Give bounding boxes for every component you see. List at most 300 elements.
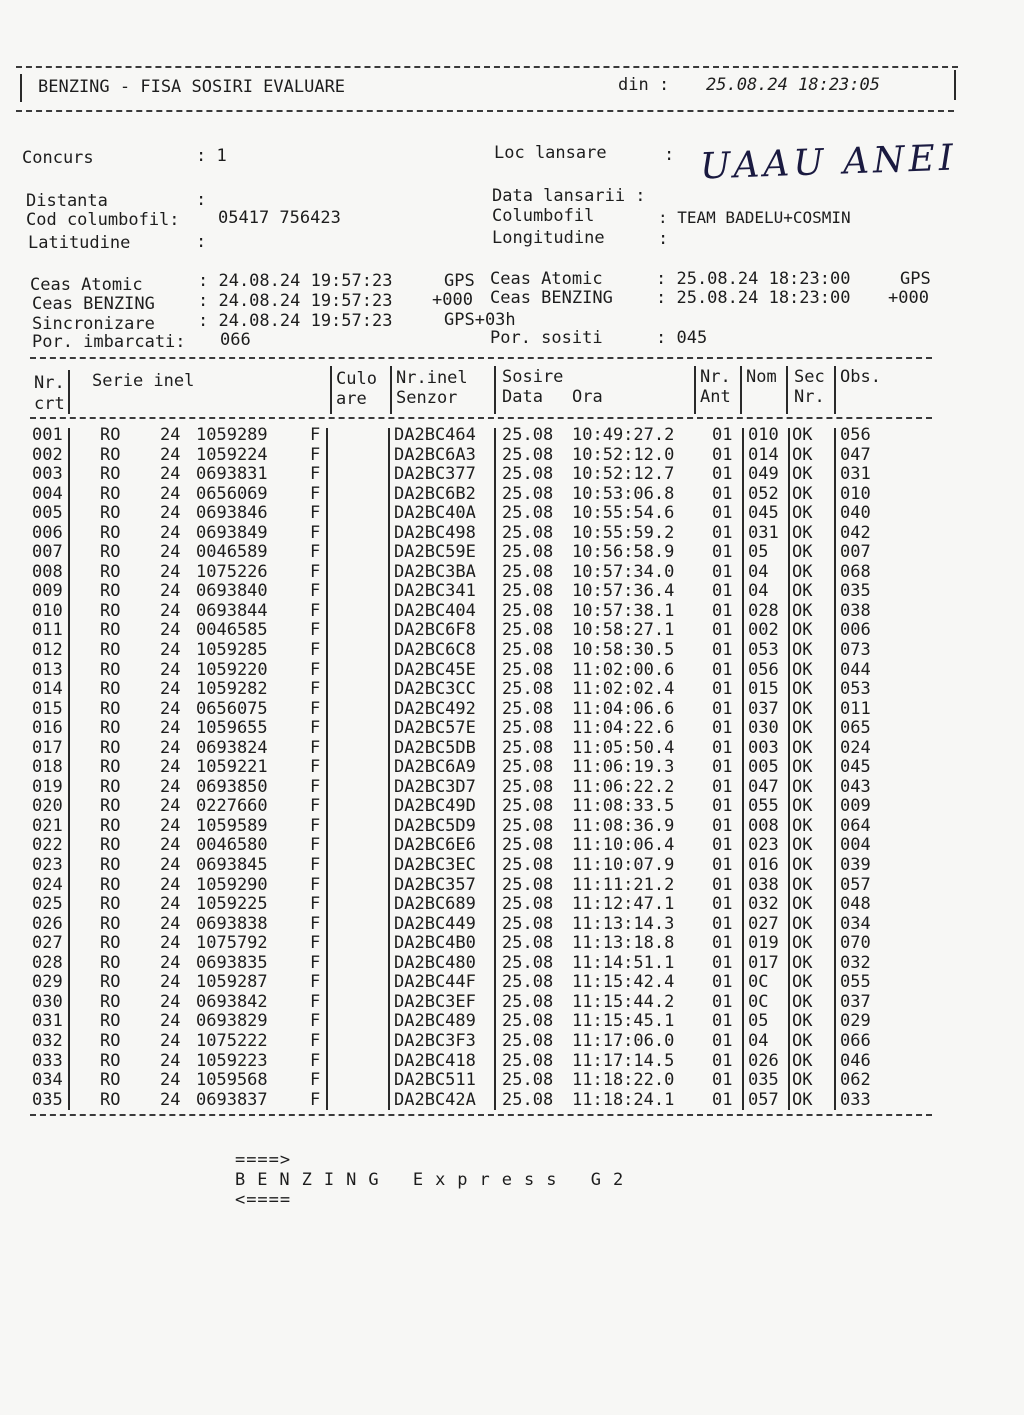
row-nom: 038 [748,874,779,895]
row-ring: 1059290 [196,874,268,895]
din-label: din : [618,75,670,95]
row-nom: 023 [748,835,779,856]
table-row [0,836,1024,856]
row-nr: 001 [32,425,63,445]
row-ant: 01 [712,933,733,954]
row-country: RO [100,1050,121,1071]
table-row [0,446,1024,466]
row-sex: F [310,952,321,973]
ceas-atomic-left-value: : 24.08.24 19:57:23 [198,271,393,291]
row-year: 24 [160,444,181,465]
row-time: 10:57:36.4 [572,581,675,602]
loc-colon: : [664,145,675,165]
row-sec: OK [792,894,813,915]
row-time: 11:13:18.8 [572,933,675,954]
row-ring: 1059589 [196,815,268,836]
row-sex: F [310,1089,321,1110]
row-year: 24 [160,1070,181,1091]
ceas-atomic-left-label: Ceas Atomic [30,275,143,295]
row-year: 24 [160,581,181,602]
row-date: 25.08 [502,679,554,700]
row-sex: F [310,581,321,602]
table-row [0,563,1024,583]
row-country: RO [100,952,121,973]
loc-handwritten-value: UAAU ANEI [699,137,958,188]
row-nom: 003 [748,737,779,758]
row-nom: 049 [748,464,779,485]
row-ring: 1075792 [196,933,268,954]
col-sep-header [494,366,496,414]
row-sex: F [310,718,321,739]
row-sensor: DA2BC59E [394,542,476,563]
row-time: 10:57:34.0 [572,561,675,582]
row-country: RO [100,1030,121,1051]
row-sensor: DA2BC6A9 [394,757,476,778]
row-date: 25.08 [502,503,554,524]
ceas-benzing-right-suffix: +000 [888,288,929,308]
row-nr: 008 [32,561,63,582]
row-country: RO [100,1011,121,1032]
row-sensor: DA2BC45E [394,659,476,680]
row-sex: F [310,874,321,895]
sositi-label: Por. sositi [490,328,603,348]
row-sec: OK [792,542,813,563]
row-sec: OK [792,1011,813,1032]
row-date: 25.08 [502,640,554,661]
table-row [0,1071,1024,1091]
row-time: 10:49:27.2 [572,425,675,445]
row-country: RO [100,1070,121,1091]
row-time: 10:55:54.6 [572,503,675,524]
row-sensor: DA2BC57E [394,718,476,739]
row-ring: 1075226 [196,561,268,582]
row-obs: 064 [840,815,871,836]
header-ora: Ora [572,387,603,407]
row-ant: 01 [712,776,733,797]
row-obs: 070 [840,933,871,954]
table-row [0,680,1024,700]
row-nom: 0C [748,991,769,1012]
row-sensor: DA2BC5D9 [394,815,476,836]
row-nom: 037 [748,698,779,719]
row-sensor: DA2BC377 [394,464,476,485]
ceas-benzing-left-suffix: +000 [432,290,473,310]
row-obs: 065 [840,718,871,739]
row-sex: F [310,1050,321,1071]
row-nom: 05 [748,1011,769,1032]
table-row [0,954,1024,974]
row-time: 11:08:36.9 [572,815,675,836]
sincronizare-label: Sincronizare [32,314,155,334]
row-sec: OK [792,561,813,582]
row-obs: 029 [840,1011,871,1032]
row-year: 24 [160,776,181,797]
row-sensor: DA2BC49D [394,796,476,817]
row-year: 24 [160,640,181,661]
row-country: RO [100,991,121,1012]
row-year: 24 [160,855,181,876]
distanta-value: : [196,190,207,210]
table-row [0,817,1024,837]
row-date: 25.08 [502,874,554,895]
row-sex: F [310,1070,321,1091]
row-sensor: DA2BC3D7 [394,776,476,797]
row-time: 11:04:22.6 [572,718,675,739]
row-ring: 0693844 [196,600,268,621]
row-sec: OK [792,718,813,739]
cod-label: Cod columbofil: [26,210,180,230]
row-obs: 055 [840,972,871,993]
row-date: 25.08 [502,855,554,876]
row-sex: F [310,503,321,524]
row-country: RO [100,913,121,934]
row-time: 11:15:45.1 [572,1011,675,1032]
row-nr: 017 [32,737,63,758]
row-sec: OK [792,952,813,973]
row-obs: 073 [840,640,871,661]
row-time: 11:15:42.4 [572,972,675,993]
row-time: 10:58:30.5 [572,640,675,661]
header-culo: Culo [336,369,377,389]
row-time: 10:56:58.9 [572,542,675,563]
row-country: RO [100,503,121,524]
row-sex: F [310,933,321,954]
row-date: 25.08 [502,600,554,621]
row-nom: 031 [748,522,779,543]
row-ant: 01 [712,894,733,915]
row-sex: F [310,796,321,817]
row-sensor: DA2BC5DB [394,737,476,758]
row-date: 25.08 [502,425,554,445]
row-country: RO [100,776,121,797]
row-sec: OK [792,581,813,602]
row-ant: 01 [712,425,733,445]
row-nr: 012 [32,640,63,661]
row-sec: OK [792,796,813,817]
row-nom: 017 [748,952,779,973]
row-sec: OK [792,913,813,934]
row-ant: 01 [712,718,733,739]
din-value: 25.08.24 18:23:05 [706,75,880,95]
row-nr: 035 [32,1089,63,1110]
row-sec: OK [792,483,813,504]
table-row [0,524,1024,544]
row-sec: OK [792,522,813,543]
row-nom: 0C [748,972,769,993]
row-date: 25.08 [502,894,554,915]
row-nr: 023 [32,855,63,876]
row-nr: 002 [32,444,63,465]
table-row [0,582,1024,602]
row-date: 25.08 [502,483,554,504]
row-obs: 007 [840,542,871,563]
columbofil-value: : TEAM BADELU+COSMIN [658,208,851,227]
sincronizare-suffix: GPS+03h [444,310,516,330]
row-ant: 01 [712,1011,733,1032]
row-nr: 029 [32,972,63,993]
row-year: 24 [160,464,181,485]
header-are: are [336,389,367,409]
row-ant: 01 [712,737,733,758]
row-ant: 01 [712,561,733,582]
header-data: Data [502,387,543,407]
row-year: 24 [160,542,181,563]
row-ant: 01 [712,855,733,876]
row-sensor: DA2BC40A [394,503,476,524]
row-time: 10:52:12.0 [572,444,675,465]
row-ring: 1059289 [196,425,268,445]
row-ring: 1059285 [196,640,268,661]
latitudine-label: Latitudine [28,233,131,253]
row-sec: OK [792,972,813,993]
row-date: 25.08 [502,952,554,973]
row-obs: 033 [840,1089,871,1110]
row-sensor: DA2BC6C8 [394,640,476,661]
row-sec: OK [792,1089,813,1110]
row-country: RO [100,1089,121,1110]
row-nom: 005 [748,757,779,778]
table-row [0,739,1024,759]
row-ant: 01 [712,1070,733,1091]
row-country: RO [100,620,121,641]
row-year: 24 [160,561,181,582]
row-year: 24 [160,874,181,895]
row-ant: 01 [712,952,733,973]
row-ant: 01 [712,464,733,485]
row-time: 11:14:51.1 [572,952,675,973]
sincronizare-value: : 24.08.24 19:57:23 [198,311,393,331]
row-sec: OK [792,933,813,954]
row-date: 25.08 [502,698,554,719]
row-sex: F [310,522,321,543]
row-ant: 01 [712,503,733,524]
row-time: 11:02:00.6 [572,659,675,680]
row-country: RO [100,698,121,719]
row-year: 24 [160,718,181,739]
row-obs: 047 [840,444,871,465]
row-ring: 0693824 [196,737,268,758]
row-ant: 01 [712,522,733,543]
row-sex: F [310,835,321,856]
table-row [0,1012,1024,1032]
table-row [0,621,1024,641]
row-time: 11:13:14.3 [572,913,675,934]
sositi-value: : 045 [656,328,708,348]
row-sec: OK [792,425,813,445]
header-crt: crt [34,394,65,414]
row-sex: F [310,542,321,563]
row-date: 25.08 [502,972,554,993]
row-year: 24 [160,952,181,973]
row-obs: 046 [840,1050,871,1071]
row-sensor: DA2BC42A [394,1089,476,1110]
table-row [0,1032,1024,1052]
row-sex: F [310,1011,321,1032]
row-ant: 01 [712,796,733,817]
row-year: 24 [160,737,181,758]
concurs-label: Concurs [22,148,94,168]
ceas-atomic-right-label: Ceas Atomic [490,269,603,289]
row-time: 11:06:19.3 [572,757,675,778]
row-nr: 024 [32,874,63,895]
row-obs: 048 [840,894,871,915]
row-ant: 01 [712,581,733,602]
row-ant: 01 [712,972,733,993]
table-row [0,504,1024,524]
row-time: 10:55:59.2 [572,522,675,543]
row-nr: 025 [32,894,63,915]
row-date: 25.08 [502,718,554,739]
row-ring: 0046580 [196,835,268,856]
row-country: RO [100,425,121,445]
row-sex: F [310,855,321,876]
row-nom: 027 [748,913,779,934]
row-obs: 035 [840,581,871,602]
row-ring: 1059282 [196,679,268,700]
row-nom: 016 [748,855,779,876]
row-sensor: DA2BC489 [394,1011,476,1032]
row-date: 25.08 [502,561,554,582]
row-sec: OK [792,640,813,661]
imbarcati-value: 066 [220,330,251,350]
row-ring: 0693849 [196,522,268,543]
row-obs: 031 [840,464,871,485]
row-year: 24 [160,757,181,778]
header-obs: Obs. [840,367,881,387]
row-nom: 014 [748,444,779,465]
row-sex: F [310,464,321,485]
row-date: 25.08 [502,1011,554,1032]
row-date: 25.08 [502,796,554,817]
row-time: 11:10:06.4 [572,835,675,856]
row-nom: 035 [748,1070,779,1091]
row-date: 25.08 [502,815,554,836]
row-nom: 002 [748,620,779,641]
row-nr: 016 [32,718,63,739]
row-date: 25.08 [502,991,554,1012]
row-country: RO [100,659,121,680]
row-obs: 066 [840,1030,871,1051]
row-year: 24 [160,483,181,504]
row-obs: 038 [840,600,871,621]
row-ring: 0046589 [196,542,268,563]
longitudine-label: Longitudine [492,228,605,248]
row-sex: F [310,698,321,719]
row-obs: 040 [840,503,871,524]
row-sec: OK [792,1070,813,1091]
row-time: 10:53:06.8 [572,483,675,504]
row-ring: 1059225 [196,894,268,915]
sheet-title: BENZING - FISA SOSIRI EVALUARE [38,77,346,97]
col-sep-header [786,366,788,414]
row-time: 10:58:27.1 [572,620,675,641]
row-time: 11:08:33.5 [572,796,675,817]
row-sex: F [310,640,321,661]
row-sensor: DA2BC464 [394,425,476,445]
footer-left-arrow: ====> [234,1150,292,1170]
row-date: 25.08 [502,1050,554,1071]
row-country: RO [100,933,121,954]
header-nr: Nr. [34,373,65,393]
table-body [0,426,1024,1110]
row-sex: F [310,659,321,680]
row-nr: 019 [32,776,63,797]
row-sex: F [310,815,321,836]
row-year: 24 [160,835,181,856]
row-obs: 044 [840,659,871,680]
row-date: 25.08 [502,542,554,563]
row-sex: F [310,991,321,1012]
row-ant: 01 [712,815,733,836]
row-ant: 01 [712,913,733,934]
row-date: 25.08 [502,464,554,485]
row-country: RO [100,600,121,621]
row-time: 11:18:22.0 [572,1070,675,1091]
row-year: 24 [160,991,181,1012]
row-nr: 015 [32,698,63,719]
row-sex: F [310,425,321,445]
row-sex: F [310,776,321,797]
columbofil-label: Columbofil [492,206,595,226]
row-sec: OK [792,679,813,700]
row-nr: 034 [32,1070,63,1091]
row-sex: F [310,894,321,915]
row-nom: 057 [748,1089,779,1110]
row-nom: 047 [748,776,779,797]
row-ant: 01 [712,600,733,621]
row-ring: 0046585 [196,620,268,641]
col-sep-header [740,366,742,414]
table-row [0,973,1024,993]
row-obs: 043 [840,776,871,797]
ceas-atomic-left-suffix: GPS [444,271,475,291]
table-row [0,895,1024,915]
row-nr: 004 [32,483,63,504]
row-ring: 1075222 [196,1030,268,1051]
row-sensor: DA2BC6B2 [394,483,476,504]
row-country: RO [100,855,121,876]
loc-label: Loc lansare [494,143,607,163]
row-time: 11:10:07.9 [572,855,675,876]
row-nr: 020 [32,796,63,817]
table-row [0,700,1024,720]
col-sep-header [834,366,836,414]
row-nr: 030 [32,991,63,1012]
ceas-atomic-right-value: : 25.08.24 18:23:00 [656,269,851,289]
footer-brand-text: BENZING Express G2 [234,1170,636,1190]
row-year: 24 [160,1011,181,1032]
header-nom: Nom [746,367,777,387]
row-country: RO [100,483,121,504]
col-sep-header [390,366,392,414]
header-right-border [954,70,956,100]
row-date: 25.08 [502,737,554,758]
table-row [0,1091,1024,1111]
row-nom: 053 [748,640,779,661]
row-obs: 006 [840,620,871,641]
table-row [0,465,1024,485]
row-nom: 030 [748,718,779,739]
row-ant: 01 [712,874,733,895]
col-sep-header [694,366,696,414]
row-obs: 057 [840,874,871,895]
row-obs: 004 [840,835,871,856]
row-sensor: DA2BC492 [394,698,476,719]
table-bottom-border [30,1114,932,1116]
row-country: RO [100,561,121,582]
row-date: 25.08 [502,1070,554,1091]
row-obs: 039 [840,855,871,876]
